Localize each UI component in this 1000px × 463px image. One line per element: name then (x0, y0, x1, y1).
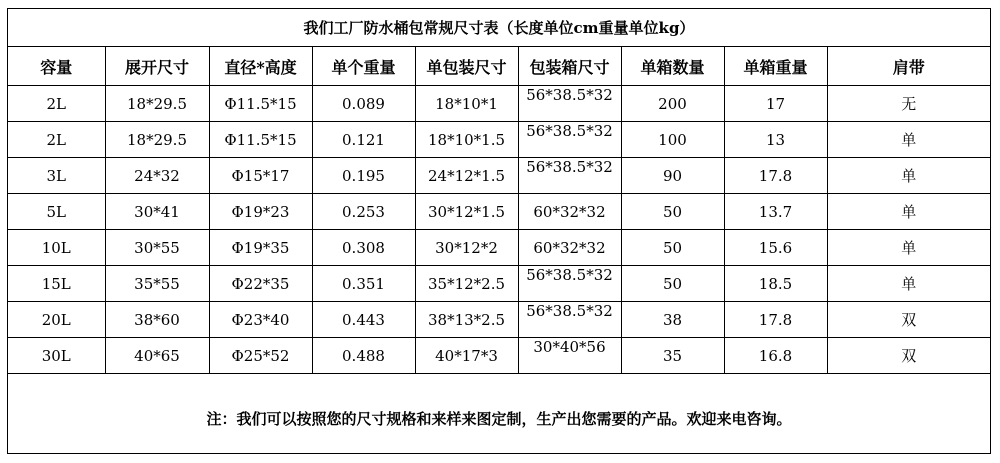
header-unit-weight: 单个重量 (312, 47, 415, 86)
cell-carton-quantity: 50 (621, 230, 724, 266)
cell-diameter-height: Φ23*40 (209, 302, 312, 338)
cell-package-size: 18*10*1.5 (415, 122, 518, 158)
cell-unit-weight: 0.308 (312, 230, 415, 266)
header-carton-weight: 单箱重量 (724, 47, 827, 86)
table-row (8, 266, 990, 302)
cell-package-size: 30*12*2 (415, 230, 518, 266)
cell-package-size: 35*12*2.5 (415, 266, 518, 302)
header-diameter-height: 直径*高度 (209, 47, 312, 86)
cell-carton-size: 60*32*32 (518, 230, 621, 266)
cell-unfolded-size: 18*29.5 (105, 122, 209, 158)
cell-unfolded-size: 35*55 (105, 266, 209, 302)
cell-carton-quantity: 38 (621, 302, 724, 338)
cell-capacity: 30L (8, 338, 105, 374)
table-row (8, 338, 990, 374)
table-row (8, 158, 990, 194)
cell-unfolded-size: 24*32 (105, 158, 209, 194)
cell-carton-weight: 17.8 (724, 158, 827, 194)
cell-unfolded-size: 38*60 (105, 302, 209, 338)
cell-capacity: 2L (8, 122, 105, 158)
cell-unfolded-size: 40*65 (105, 338, 209, 374)
cell-carton-size: 60*32*32 (518, 194, 621, 230)
cell-capacity: 20L (8, 302, 105, 338)
cell-unit-weight: 0.089 (312, 86, 415, 122)
cell-unit-weight: 0.351 (312, 266, 415, 302)
table-row (8, 86, 990, 122)
cell-diameter-height: Φ11.5*15 (209, 122, 312, 158)
cell-diameter-height: Φ25*52 (209, 338, 312, 374)
cell-diameter-height: Φ22*35 (209, 266, 312, 302)
cell-carton-size: 30*40*56 (518, 338, 621, 374)
table-row (8, 302, 990, 338)
cell-shoulder-strap: 单 (827, 194, 990, 230)
cell-shoulder-strap: 单 (827, 230, 990, 266)
cell-diameter-height: Φ19*35 (209, 230, 312, 266)
cell-carton-quantity: 200 (621, 86, 724, 122)
cell-carton-size: 56*38.5*32 (518, 302, 621, 338)
table-row (8, 194, 990, 230)
cell-carton-size: 56*38.5*32 (518, 158, 621, 194)
cell-carton-quantity: 50 (621, 194, 724, 230)
cell-shoulder-strap: 单 (827, 266, 990, 302)
cell-package-size: 38*13*2.5 (415, 302, 518, 338)
cell-unit-weight: 0.488 (312, 338, 415, 374)
cell-shoulder-strap: 双 (827, 338, 990, 374)
cell-capacity: 15L (8, 266, 105, 302)
cell-capacity: 10L (8, 230, 105, 266)
header-carton-size: 包装箱尺寸 (518, 47, 621, 86)
header-carton-quantity: 单箱数量 (621, 47, 724, 86)
cell-capacity: 3L (8, 158, 105, 194)
cell-package-size: 30*12*1.5 (415, 194, 518, 230)
cell-unfolded-size: 30*55 (105, 230, 209, 266)
header-unfolded-size: 展开尺寸 (105, 47, 209, 86)
cell-carton-size: 56*38.5*32 (518, 122, 621, 158)
cell-carton-quantity: 100 (621, 122, 724, 158)
cell-diameter-height: Φ15*17 (209, 158, 312, 194)
cell-unit-weight: 0.121 (312, 122, 415, 158)
size-table (8, 47, 990, 374)
cell-unfolded-size: 30*41 (105, 194, 209, 230)
cell-carton-quantity: 90 (621, 158, 724, 194)
cell-shoulder-strap: 无 (827, 86, 990, 122)
header-row (8, 47, 990, 86)
cell-package-size: 18*10*1 (415, 86, 518, 122)
cell-package-size: 40*17*3 (415, 338, 518, 374)
size-table-frame (7, 8, 991, 454)
cell-diameter-height: Φ11.5*15 (209, 86, 312, 122)
table-row (8, 122, 990, 158)
cell-carton-size: 56*38.5*32 (518, 86, 621, 122)
cell-unfolded-size: 18*29.5 (105, 86, 209, 122)
cell-carton-weight: 15.6 (724, 230, 827, 266)
cell-unit-weight: 0.195 (312, 158, 415, 194)
cell-carton-weight: 17.8 (724, 302, 827, 338)
cell-carton-weight: 13 (724, 122, 827, 158)
footnote: 注：我们可以按照您的尺寸规格和来样来图定制，生产出您需要的产品。欢迎来电咨询。 (206, 409, 792, 428)
cell-unit-weight: 0.253 (312, 194, 415, 230)
cell-capacity: 5L (8, 194, 105, 230)
header-capacity: 容量 (8, 47, 105, 86)
cell-capacity: 2L (8, 86, 105, 122)
cell-shoulder-strap: 双 (827, 302, 990, 338)
cell-unit-weight: 0.443 (312, 302, 415, 338)
cell-diameter-height: Φ19*23 (209, 194, 312, 230)
cell-shoulder-strap: 单 (827, 122, 990, 158)
header-shoulder-strap: 肩带 (827, 47, 990, 86)
cell-shoulder-strap: 单 (827, 158, 990, 194)
table-title: 我们工厂防水桶包常规尺寸表（长度单位cm重量单位kg） (8, 9, 990, 47)
header-package-size: 单包装尺寸 (415, 47, 518, 86)
cell-carton-weight: 18.5 (724, 266, 827, 302)
cell-carton-quantity: 50 (621, 266, 724, 302)
table-row (8, 230, 990, 266)
cell-carton-weight: 17 (724, 86, 827, 122)
cell-package-size: 24*12*1.5 (415, 158, 518, 194)
cell-carton-size: 56*38.5*32 (518, 266, 621, 302)
cell-carton-weight: 16.8 (724, 338, 827, 374)
cell-carton-weight: 13.7 (724, 194, 827, 230)
cell-carton-quantity: 35 (621, 338, 724, 374)
